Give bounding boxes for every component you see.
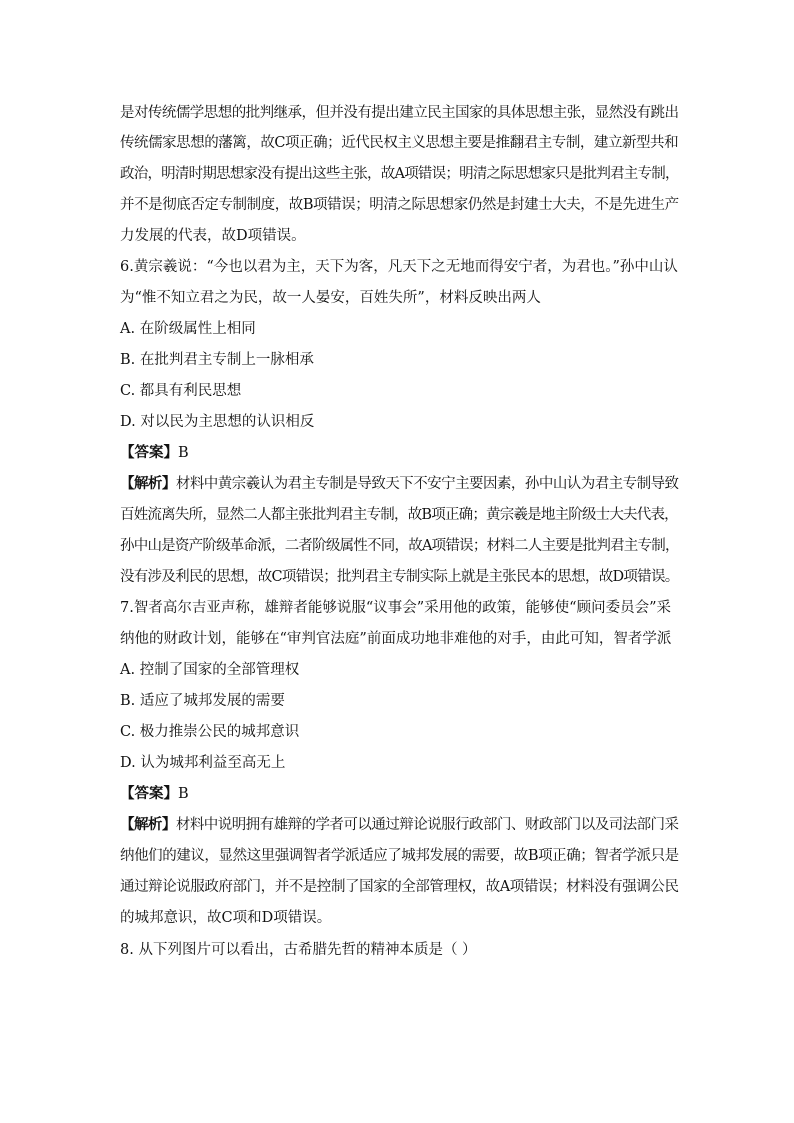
answer-value: B (178, 786, 189, 802)
q7-option-d: D. 认为城邦利益至高无上 (120, 755, 286, 771)
q7-option-c: C. 极力推崇公民的城邦意识 (120, 724, 300, 740)
q7-stem: 7.智者高尔吉亚声称，雄辩者能够说服“议事会”采用他的政策，能够使“顾问委员会”采 (120, 600, 671, 616)
q7-stem: 纳他的财政计划，能够在“审判官法庭”前面成功地非难他的对手，由此可知，智者学派 (120, 631, 672, 647)
q6-analysis: 没有涉及利民的思想，故C项错误；批判君主专制实际上就是主张民本的思想，故D项错误。 (120, 569, 679, 585)
q6-option-d: D. 对以民为主思想的认识相反 (120, 414, 315, 430)
continuation-line: 力发展的代表，故D项错误。 (120, 228, 306, 244)
continuation-line: 是对传统儒学思想的批判继承，但并没有提出建立民主国家的具体思想主张，显然没有跳出 (120, 105, 679, 121)
q6-answer (120, 443, 680, 463)
q6-option-b: B. 在批判君主专制上一脉相承 (120, 352, 314, 368)
q6-option-a: A. 在阶级属性上相同 (120, 321, 256, 337)
q6-option-c: C. 都具有利民思想 (120, 383, 242, 399)
q8-stem: 8. 从下列图片可以看出，古希腊先哲的精神本质是（ ） (120, 942, 477, 958)
answer-label: 【答案】 (120, 444, 178, 461)
answer-label: 【答案】 (120, 785, 178, 802)
q7-analysis: 通过辩论说服政府部门，并不是控制了国家的全部管理权，故A项错误；材料没有强调公民 (120, 879, 679, 895)
q6-analysis (120, 474, 680, 494)
continuation-line: 政治，明清时期思想家没有提出这些主张，故A项错误；明清之际思想家只是批判君主专制， (120, 166, 679, 182)
analysis-text: 材料中说明拥有雄辩的学者可以通过辩论说服行政部门、财政部门以及司法部门采 (175, 817, 679, 833)
analysis-label: 【解析】 (120, 475, 176, 492)
analysis-text: 材料中黄宗羲认为君主专制是导致天下不安宁主要因素，孙中山认为君主专制导致 (175, 476, 679, 492)
continuation-line: 传统儒家思想的藩篱，故C项正确；近代民权主义思想主要是推翻君主专制，建立新型共和 (120, 135, 679, 151)
continuation-line: 并不是彻底否定专制制度，故B项错误；明清之际思想家仍然是封建士大夫，不是先进生产 (120, 197, 679, 213)
q6-stem: 6.黄宗羲说：“今也以君为主，天下为客，凡天下之无地而得安宁者，为君也。”孙中山认 (120, 259, 678, 275)
answer-value: B (178, 445, 189, 461)
q6-analysis: 百姓流离失所，显然二人都主张批判君主专制，故B项正确；黄宗羲是地主阶级士大夫代表， (120, 507, 678, 523)
q7-analysis: 纳他们的建议，显然这里强调智者学派适应了城邦发展的需要，故B项正确；智者学派只是 (120, 848, 679, 864)
q6-analysis: 孙中山是资产阶级革命派，二者阶级属性不同，故A项错误；材料二人主要是批判君主专制， (120, 538, 679, 554)
q7-option-b: B. 适应了城邦发展的需要 (120, 693, 285, 709)
q7-answer (120, 784, 680, 804)
q7-analysis: 的城邦意识，故C项和D项错误。 (120, 910, 332, 926)
q7-option-a: A. 控制了国家的全部管理权 (120, 662, 300, 678)
q7-analysis (120, 815, 680, 835)
analysis-label: 【解析】 (120, 816, 176, 833)
q6-stem: 为“惟不知立君之为民，故一人晏安，百姓失所”，材料反映出两人 (120, 290, 541, 306)
